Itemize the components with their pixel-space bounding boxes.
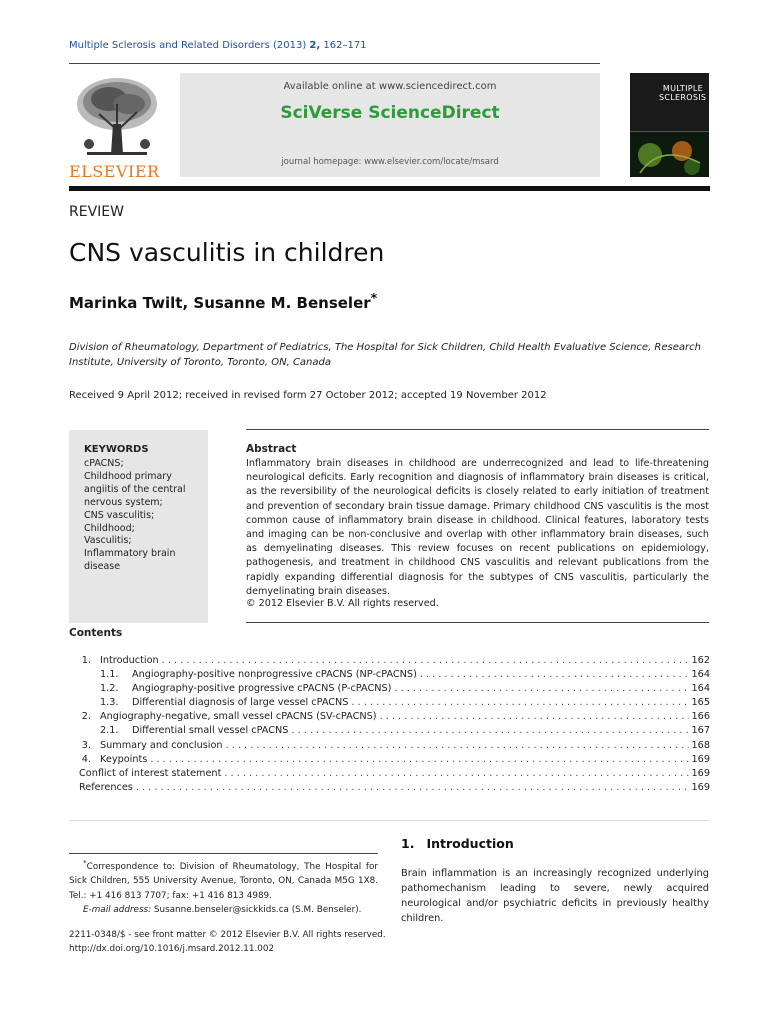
journal-homepage[interactable]: journal homepage: www.elsevier.com/locate/msard xyxy=(281,157,499,167)
keyword-item: Vasculitis; xyxy=(84,535,132,547)
keywords-list xyxy=(84,458,202,574)
toc-label: Angiography-positive nonprogressive cPACNS (NP-cPACNS) xyxy=(132,669,417,681)
toc-label: Introduction xyxy=(100,655,159,666)
article-title: CNS vasculitis in children xyxy=(69,238,385,267)
keyword-item: Childhood; xyxy=(84,522,135,534)
abstract-copyright: © 2012 Elsevier B.V. All rights reserved. xyxy=(246,598,439,609)
doi-block xyxy=(69,928,386,956)
email-line xyxy=(69,903,378,918)
correspondence-footnote xyxy=(69,856,378,918)
toc-entry[interactable] xyxy=(69,754,710,768)
toc-leader xyxy=(291,725,688,736)
abstract-title: Abstract xyxy=(246,443,297,455)
toc-page: 169 xyxy=(691,781,710,793)
doi-link[interactable]: http://dx.doi.org/10.1016/j.msard.2012.11.002 xyxy=(69,944,275,954)
toc-label: Angiography-negative, small vessel cPACNS (SV-cPACNS) xyxy=(100,711,377,723)
toc-number: 2.1. xyxy=(100,725,119,737)
journal-year: (2013) xyxy=(272,40,307,51)
keyword-item: Childhood primary angiitis of the central nervous system; xyxy=(84,470,186,508)
intro-heading xyxy=(401,836,514,851)
toc-leader xyxy=(226,740,689,751)
toc-leader xyxy=(351,697,688,708)
sciencedirect-logo[interactable]: SciVerse ScienceDirect xyxy=(280,103,500,123)
keywords-title: KEYWORDS xyxy=(84,444,149,455)
cover-divider xyxy=(630,131,709,132)
toc-number: 1.2. xyxy=(100,683,119,695)
toc-page: 169 xyxy=(691,767,710,779)
toc-label: Summary and conclusion xyxy=(100,739,223,751)
toc-label: Differential diagnosis of large vessel cPACNS xyxy=(132,697,349,709)
toc-page: 165 xyxy=(691,697,710,709)
cover-title: MULTIPLE SCLEROSIS xyxy=(659,84,707,102)
section-separator xyxy=(69,820,710,821)
contents-title: Contents xyxy=(69,627,123,639)
toc-page: 167 xyxy=(691,725,710,737)
footnote-mark: * xyxy=(83,858,87,867)
header-rule xyxy=(69,63,600,64)
toc-label: Keypoints xyxy=(100,753,148,765)
header-thick-rule xyxy=(69,186,710,191)
toc-page: 169 xyxy=(691,753,710,765)
footnote-rule xyxy=(69,853,378,854)
toc-entry[interactable] xyxy=(69,711,710,725)
intro-heading-number: 1. xyxy=(401,836,415,851)
correspondence-text: Correspondence to: Division of Rheumatology, The Hospital for Sick Children, 555 University Avenue, Toronto, ON, Canada M5G 1X8. Tel.: +1 416 813 7707; fax: +1 416 813 4989. xyxy=(69,861,378,901)
toc-entry[interactable] xyxy=(69,683,710,697)
journal-reference[interactable] xyxy=(69,40,367,51)
toc-entry[interactable] xyxy=(69,697,710,711)
toc-label: Differential small vessel cPACNS xyxy=(132,725,289,737)
keyword-item: cPACNS; xyxy=(84,458,124,469)
toc-leader xyxy=(394,683,688,694)
toc-entry[interactable] xyxy=(69,655,710,669)
toc-number: 1. xyxy=(81,655,91,666)
toc-number: 1.1. xyxy=(100,669,119,681)
toc-label: Angiography-positive progressive cPACNS (P-cPACNS) xyxy=(132,683,392,695)
toc-entry[interactable] xyxy=(69,669,710,683)
journal-volume: 2, xyxy=(309,40,321,51)
toc-number: 4. xyxy=(81,753,91,765)
toc-page: 162 xyxy=(691,655,710,666)
journal-pages: 162–171 xyxy=(323,40,367,51)
email-address[interactable]: Susanne.benseler@sickkids.ca (S.M. Benseler). xyxy=(153,905,362,916)
available-online[interactable]: Available online at www.sciencedirect.com xyxy=(283,81,497,92)
toc-page: 168 xyxy=(691,739,710,751)
toc-entry[interactable] xyxy=(69,768,710,782)
toc-entry[interactable] xyxy=(69,725,710,739)
toc-leader xyxy=(136,782,689,793)
cover-cell-image xyxy=(630,133,709,177)
sciencedirect-banner xyxy=(180,73,600,177)
issn-line: 2211-0348/$ - see front matter © 2012 Elsevier B.V. All rights reserved. xyxy=(69,930,386,940)
toc-leader xyxy=(224,768,688,779)
toc-leader xyxy=(420,669,689,680)
abstract-text: Inflammatory brain diseases in childhood are underrecognized and lead to life-threatening neurological deficits. Early recognition and diagnosis of inflammatory brain diseases is critical, as the reversibility of the neurological deficits is closely related to early initiation of treatment and prevention of secondary brain tissue damage. Primary childhood CNS vasculitis is the most common cause of inflammatory brain disease in childhood. Clinical features, laboratory tests and imaging can be non-conclusive and overlap with other inflammatory brain diseases, such as demyelinating diseases. This review focuses on recent publications on epidemiology, pathogenesis, and treatment in childhood CNS vasculitis and relevant publications from the rapidly expanding differential diagnosis for the subtypes of CNS vasculitis, particularly the demyelinating brain diseases. xyxy=(246,458,709,597)
keywords-box xyxy=(69,430,208,623)
table-of-contents xyxy=(69,655,710,796)
abstract-bottom-rule xyxy=(246,622,709,623)
affiliation: Division of Rheumatology, Department of Pediatrics, The Hospital for Sick Children, Child Health Evaluative Science, Research Institute, University of Toronto, Toronto, ON, Canada xyxy=(69,342,701,368)
toc-leader xyxy=(380,711,689,722)
journal-cover xyxy=(630,73,709,177)
toc-page: 164 xyxy=(691,683,710,695)
toc-label: References xyxy=(79,781,133,793)
abstract-top-rule xyxy=(246,429,709,430)
toc-entry[interactable] xyxy=(69,740,710,754)
toc-leader xyxy=(150,754,688,765)
keyword-item: Inflammatory brain disease xyxy=(84,548,176,573)
received-dates: Received 9 April 2012; received in revised form 27 October 2012; accepted 19 November 2012 xyxy=(69,390,547,401)
journal-name: Multiple Sclerosis and Related Disorders xyxy=(69,40,270,51)
keyword-item: CNS vasculitis; xyxy=(84,509,155,521)
intro-paragraph: Brain inflammation is an increasingly recognized underlying pathomechanism leading to severe, newly acquired neurological and/or psychiatric deficits in previously healthy children. xyxy=(401,868,709,924)
email-label: E-mail address: xyxy=(83,905,152,916)
toc-number: 2. xyxy=(81,711,91,723)
toc-label: Conflict of interest statement xyxy=(79,767,222,779)
corresponding-author-mark[interactable]: * xyxy=(370,290,378,305)
article-type: REVIEW xyxy=(69,204,124,220)
intro-heading-text: Introduction xyxy=(426,836,514,851)
toc-leader xyxy=(162,655,689,666)
elsevier-wordmark: ELSEVIER xyxy=(69,162,160,181)
toc-page: 166 xyxy=(691,711,710,723)
authors: Marinka Twilt, Susanne M. Benseler xyxy=(69,294,371,312)
toc-number: 1.3. xyxy=(100,697,119,709)
toc-entry[interactable] xyxy=(69,782,710,796)
toc-number: 3. xyxy=(81,739,91,751)
author-list xyxy=(69,290,377,312)
toc-page: 164 xyxy=(691,669,710,681)
